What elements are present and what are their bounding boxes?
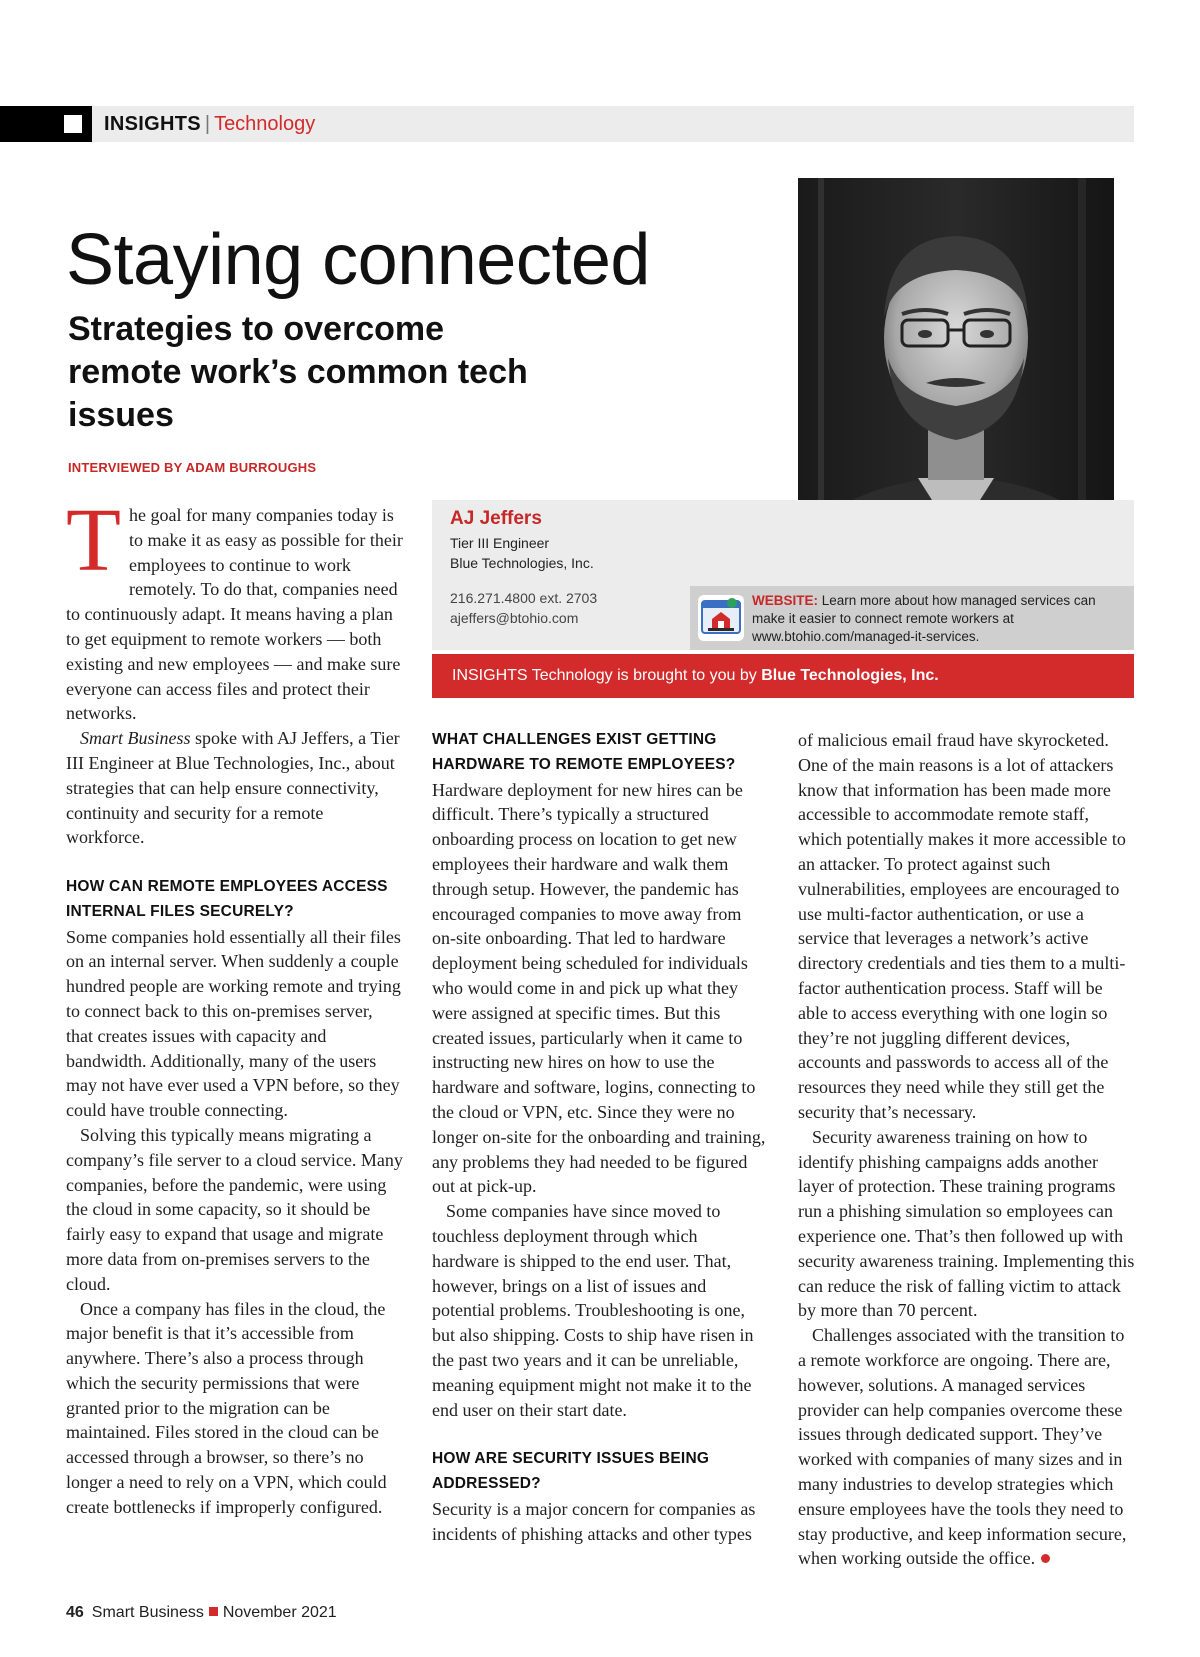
website-description[interactable]: Learn more about how managed services can make it easier to connect remote workers at www.btohio.com/managed-it-services. (752, 593, 1096, 644)
page-footer (66, 1604, 337, 1622)
section-label (104, 112, 315, 136)
body-paragraph-continued: of malicious email fraud have skyrocketed. One of the main reasons is a lot of attackers know that information has been made more accessible to accommodate remote staff, which potentially makes it more accessible to an attacker. To protect against such vulnerabilities, employees are encouraged to use multi-factor authentication, or use a service that leverages a network’s active directory credentials and ties them to a multi-factor authentication process. Staff will be able to access everything with one login so they’re not juggling different devices, accounts and passwords to access all of the resources they need while they still get the security that’s necessary. (798, 730, 1126, 1122)
section-marker (0, 106, 92, 142)
website-label: WEBSITE: (752, 593, 818, 608)
section-category: Technology (214, 113, 316, 135)
publication-title: Smart Business (91, 1604, 204, 1621)
body-paragraph: Security awareness training on how to identify phishing campaigns adds another layer of protection. These training programs run a phishing simulation so employees can experience one. That’s then followed up with security awareness training. Implementing this can reduce the risk of falling victim to attack by more than 70 percent. (798, 1126, 1135, 1321)
sponsor-text (452, 667, 939, 685)
body-paragraph: Some companies hold essentially all their files on an internal server. When suddenly a couple hundred people are working remote and trying to connect back to this on-premises server, that creates issues with capacity and bandwidth. Additionally, many of the users may not have ever used a VPN before, so they could have trouble connecting. (66, 926, 401, 1121)
sponsor-name: Blue Technologies, Inc. (761, 667, 939, 684)
issue-date: November 2021 (222, 1604, 337, 1621)
square-icon (64, 115, 82, 133)
publication-name: Smart Business (80, 728, 191, 749)
expert-name: AJ Jeffers (450, 508, 542, 529)
question-heading-3: HOW ARE SECURITY ISSUES BEING ADDRESSED? (432, 1450, 710, 1492)
section-header-bar (0, 106, 1134, 142)
article-byline: INTERVIEWED BY ADAM BURROUGHS (68, 460, 317, 475)
sponsor-bar (432, 654, 1134, 698)
body-paragraph: Security is a major concern for companies as incidents of phishing attacks and other types (432, 1498, 756, 1544)
expert-role: Tier III Engineer (450, 535, 550, 551)
article-column-3 (798, 728, 1136, 1571)
body-paragraph (798, 1323, 1136, 1571)
section-name: INSIGHTS (104, 113, 201, 135)
question-heading-2: WHAT CHALLENGES EXIST GETTING HARDWARE TO REMOTE EMPLOYEES? (432, 731, 736, 773)
sponsor-prefix: INSIGHTS Technology is brought to you by (452, 667, 757, 684)
website-text (752, 592, 1130, 646)
article-column-1 (66, 491, 404, 1520)
separator-square-icon (209, 1607, 218, 1616)
body-paragraph: Once a company has files in the cloud, the major benefit is that it’s accessible from anywhere. There’s also a process through which the security permissions that were granted prior to the migration can be maintained. Files stored in the cloud can be accessed through a browser, so there’s no longer a need to rely on a VPN, which could create bottlenecks if improperly configured. (66, 1298, 387, 1517)
intro-paragraph-2 (66, 726, 404, 850)
expert-company: Blue Technologies, Inc. (450, 555, 594, 571)
intro-paragraph: he goal for many companies today is to make it as easy as possible for their employees to continue to work remotely. To do that, companies need to continuously adapt. It means having a plan to get equipment to remote workers — both existing and new employees — and make sure everyone can access files and protect their networks. (66, 505, 403, 724)
closing-paragraph-text: Challenges associated with the transition to a remote workforce are ongoing. There are, however, solutions. A managed services provider can help companies overcome these issues through dedicated support. They’ve worked with companies of many sizes and in many industries to develop strategies which ensure employees have the tools they need to stay productive, and keep information secure, when working outside the office. (798, 1325, 1127, 1569)
website-callout (690, 586, 1134, 650)
article-column-2 (432, 728, 768, 1546)
end-mark-icon (1041, 1554, 1050, 1563)
expert-email: ajeffers@btohio.com (450, 610, 579, 626)
website-icon (698, 595, 744, 641)
body-paragraph: Solving this typically means migrating a company’s file server to a cloud service. Many companies, before the pandemic, were using the cloud in some capacity, so it should be fairly easy to expand that usage and migrate more data from on-premises servers to the cloud. (66, 1124, 403, 1294)
page-number: 46 (66, 1604, 84, 1621)
body-paragraph: Some companies have since moved to touchless deployment through which hardware is shipped to the end user. That, however, brings on a list of issues and potential problems. Troubleshooting is one, but also shipping. Costs to ship have risen in the past two years and it can be unreliable, meaning equipment might not make it to the end user on their start date. (432, 1201, 754, 1420)
article-title: Staying connected (66, 220, 650, 300)
question-heading-1: HOW CAN REMOTE EMPLOYEES ACCESS INTERNAL FILES SECURELY? (66, 877, 388, 920)
drop-cap: T (66, 491, 121, 590)
intro-paragraph-2-text: spoke with AJ Jeffers, a Tier III Engineer at Blue Technologies, Inc., about strategies that can help ensure connectivity, continuity and security for a remote workforce. (66, 728, 400, 848)
body-paragraph: Hardware deployment for new hires can be difficult. There’s typically a structured onboarding process on location to get new employees their hardware and walk them through setup. However, the pandemic has encouraged companies to move away from on-site onboarding. That led to hardware deployment being scheduled for individuals who would come in and pick up what they were assigned at specific times. But this created issues, particularly when it came to instructing new hires on how to use the hardware and software, logins, connecting to the cloud or VPN, etc. Since they were no longer on-site for the onboarding and training, any problems they had needed to be figured out at pick-up. (432, 779, 766, 1197)
section-separator: | (204, 113, 211, 135)
expert-phone: 216.271.4800 ext. 2703 (450, 590, 598, 606)
article-subtitle: Strategies to overcome remote work’s common tech issues (68, 310, 528, 434)
